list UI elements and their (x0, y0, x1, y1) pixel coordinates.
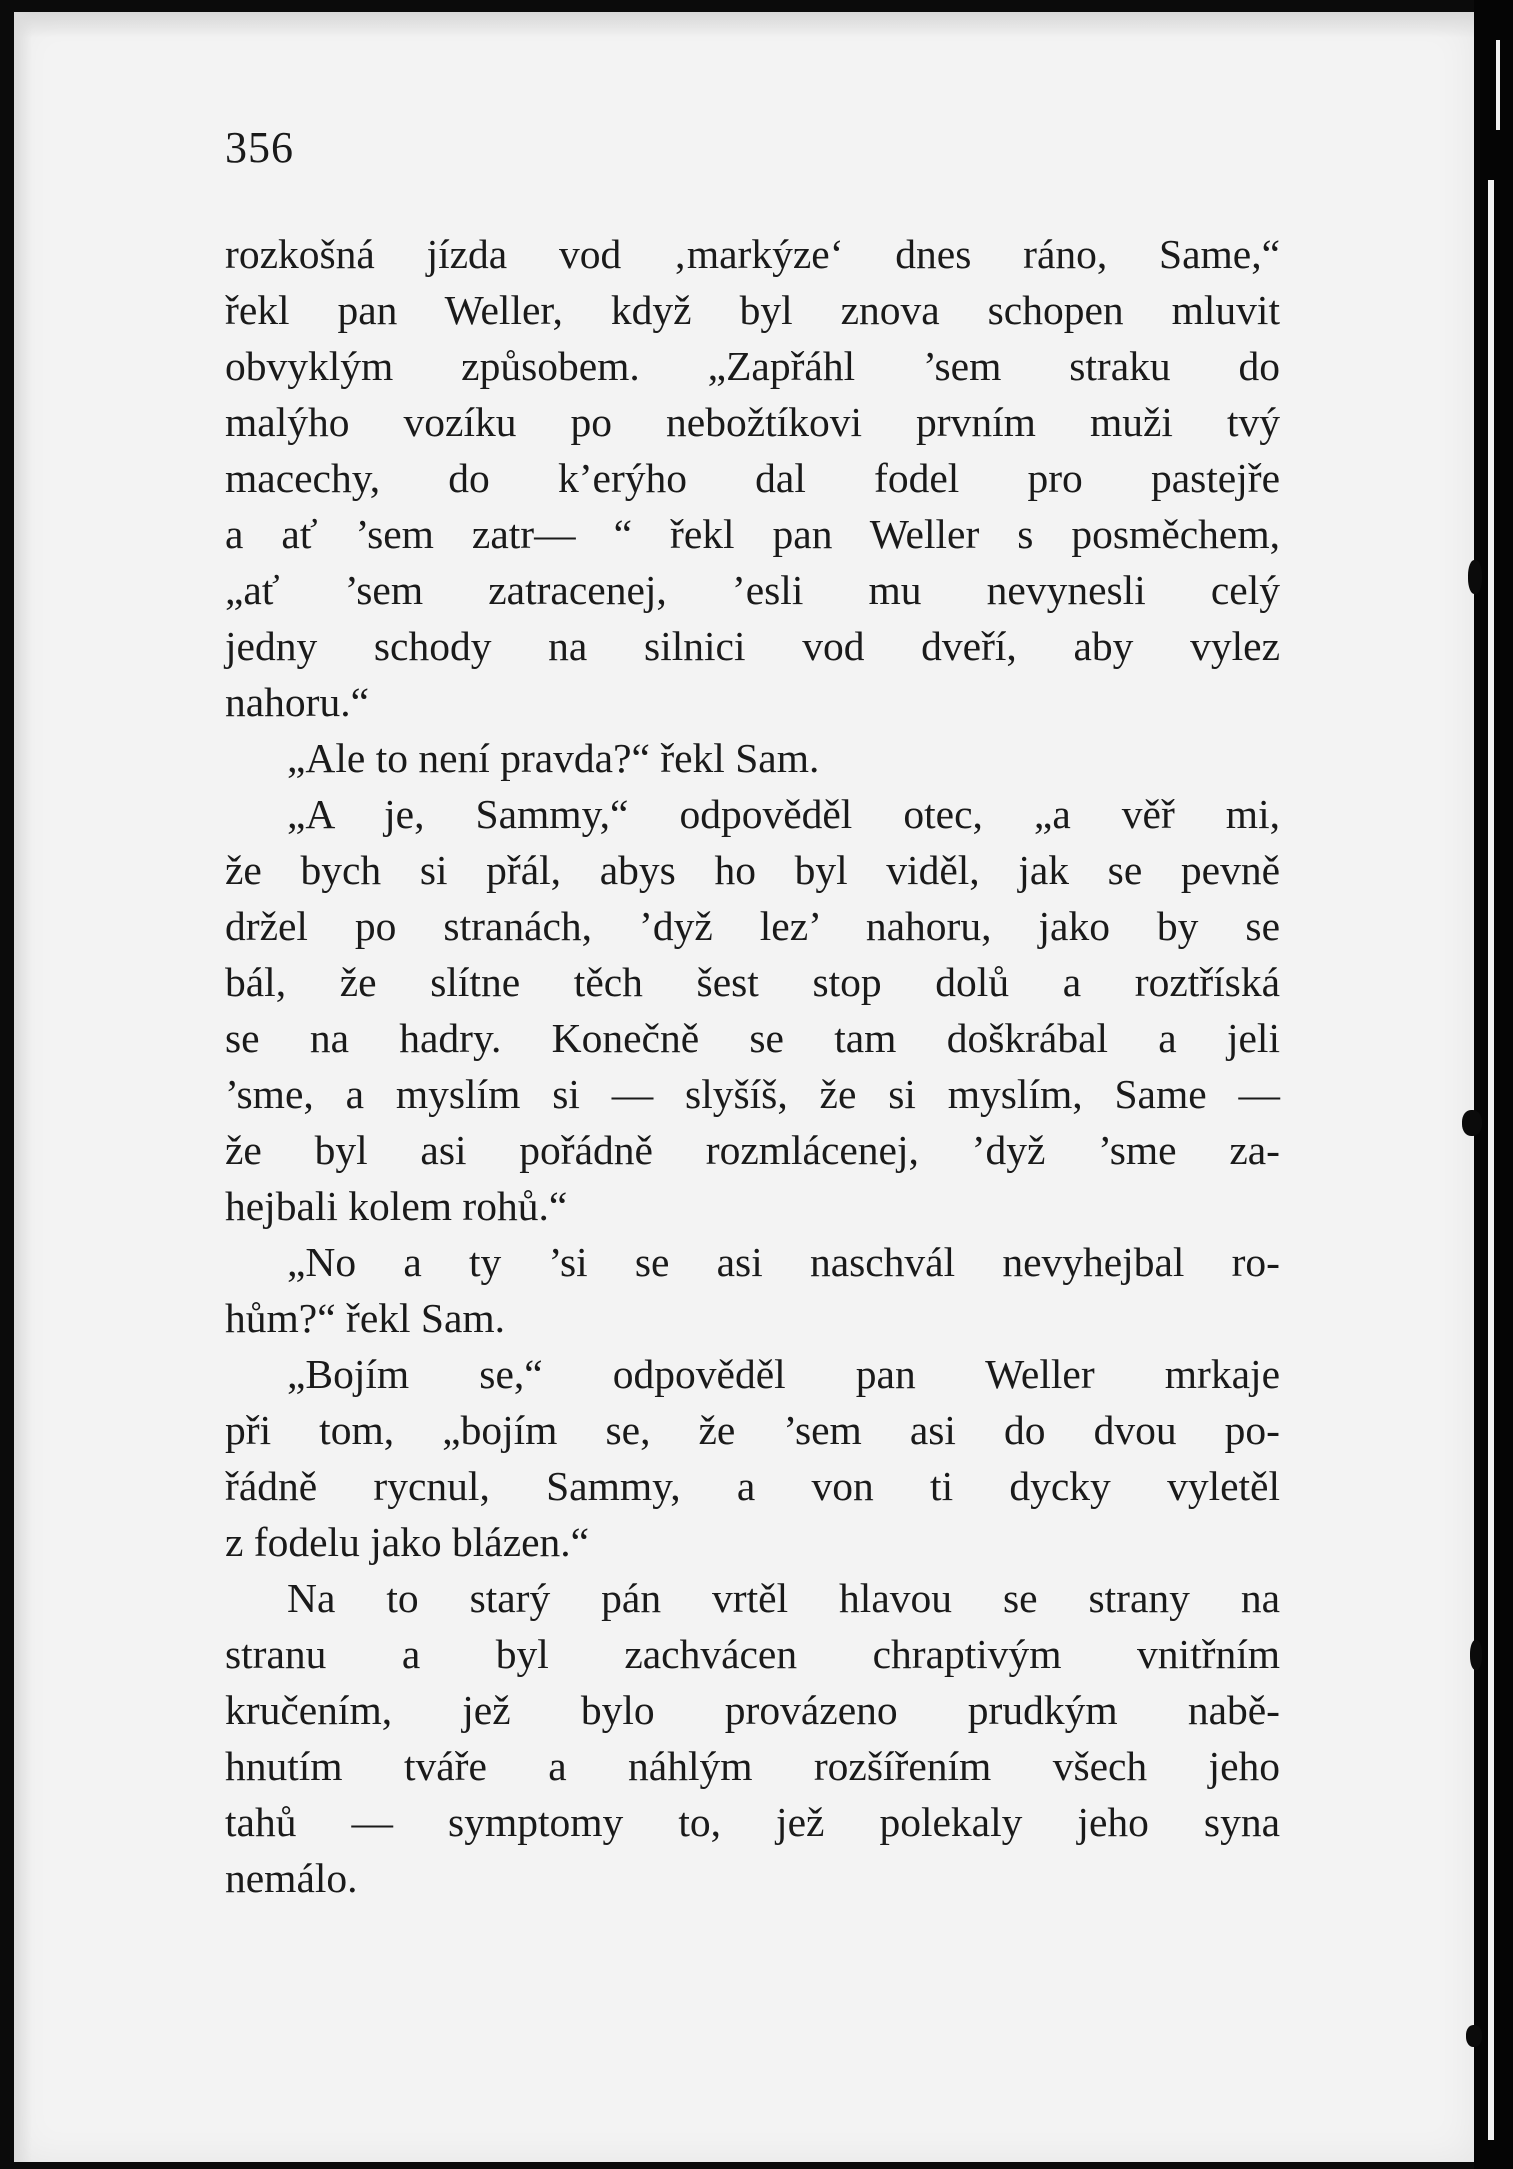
text-line: hnutím tváře a náhlým rozšířením všech jeho (225, 1743, 1280, 1789)
text-line: ’sme, a myslím si — slyšíš, že si myslím, Same — (225, 1071, 1280, 1117)
paragraph (225, 730, 1280, 786)
text-line: rozkošná jízda vod ‚markýze‘ dnes ráno, Same,“ (225, 231, 1280, 277)
text-line: tahů — symptomy to, jež polekaly jeho syna (225, 1799, 1280, 1845)
text-line: „ať ’sem zatracenej, ’esli mu nevynesli celý (225, 567, 1280, 613)
text-line: řekl pan Weller, když byl znova schopen mluvit (225, 287, 1280, 333)
paragraph (225, 226, 1280, 730)
text-line: držel po stranách, ’dyž lez’ nahoru, jako by se (225, 903, 1280, 949)
text-line: „Bojím se,“ odpověděl pan Weller mrkaje (287, 1351, 1280, 1397)
text-line: stranu a byl zachvácen chraptivým vnitřním (225, 1631, 1280, 1677)
page-text (225, 122, 1280, 1906)
text-line: macechy, do k’erýho dal fodel pro pastejře (225, 455, 1280, 501)
page-shadow-left (14, 12, 32, 2162)
text-line: z fodelu jako blázen.“ (225, 1519, 590, 1565)
text-line: řádně rycnul, Sammy, a von ti dycky vyletěl (225, 1463, 1280, 1509)
ink-blot (1466, 2025, 1482, 2047)
paragraph (225, 1570, 1280, 1906)
text-line: obvyklým způsobem. „Zapřáhl ’sem straku do (225, 343, 1280, 389)
text-line: při tom, „bojím se, že ’sem asi do dvou po- (225, 1407, 1280, 1453)
text-line: se na hadry. Konečně se tam doškrábal a jeli (225, 1015, 1280, 1061)
text-line: bál, že slítne těch šest stop dolů a roztříská (225, 959, 1280, 1005)
text-line: že bych si přál, abys ho byl viděl, jak se pevně (225, 847, 1280, 893)
paragraphs (225, 226, 1280, 1906)
paragraph (225, 786, 1280, 1234)
text-line: nahoru.“ (225, 679, 370, 725)
text-line: že byl asi pořádně rozmlácenej, ’dyž ’sme za- (225, 1127, 1280, 1173)
page-shadow-top (14, 12, 1474, 38)
paragraph (225, 1346, 1280, 1570)
ink-blot (1468, 560, 1482, 594)
ink-blot (1470, 1640, 1482, 1670)
text-line: Na to starý pán vrtěl hlavou se strany na (287, 1575, 1280, 1621)
text-line: malýho vozíku po nebožtíkovi prvním muži tvý (225, 399, 1280, 445)
page-edge-line-top (1496, 40, 1500, 130)
text-line: „A je, Sammy,“ odpověděl otec, „a věř mi, (287, 791, 1280, 837)
page-number: 356 (225, 123, 294, 172)
text-line: hům?“ řekl Sam. (225, 1295, 506, 1341)
text-line: „Ale to není pravda?“ řekl Sam. (287, 735, 820, 781)
page-edge-line (1488, 180, 1494, 2140)
text-line: jedny schody na silnici vod dveří, aby vylez (225, 623, 1280, 669)
text-line: hejbali kolem rohů.“ (225, 1183, 568, 1229)
text-line: kručením, jež bylo provázeno prudkým nabě- (225, 1687, 1280, 1733)
paragraph (225, 1234, 1280, 1346)
text-line: nemálo. (225, 1855, 358, 1901)
text-line: a ať ’sem zatr— “ řekl pan Weller s posměchem, (225, 511, 1280, 557)
text-line: „No a ty ’si se asi naschvál nevyhejbal ro- (287, 1239, 1280, 1285)
ink-blot (1462, 1110, 1482, 1136)
